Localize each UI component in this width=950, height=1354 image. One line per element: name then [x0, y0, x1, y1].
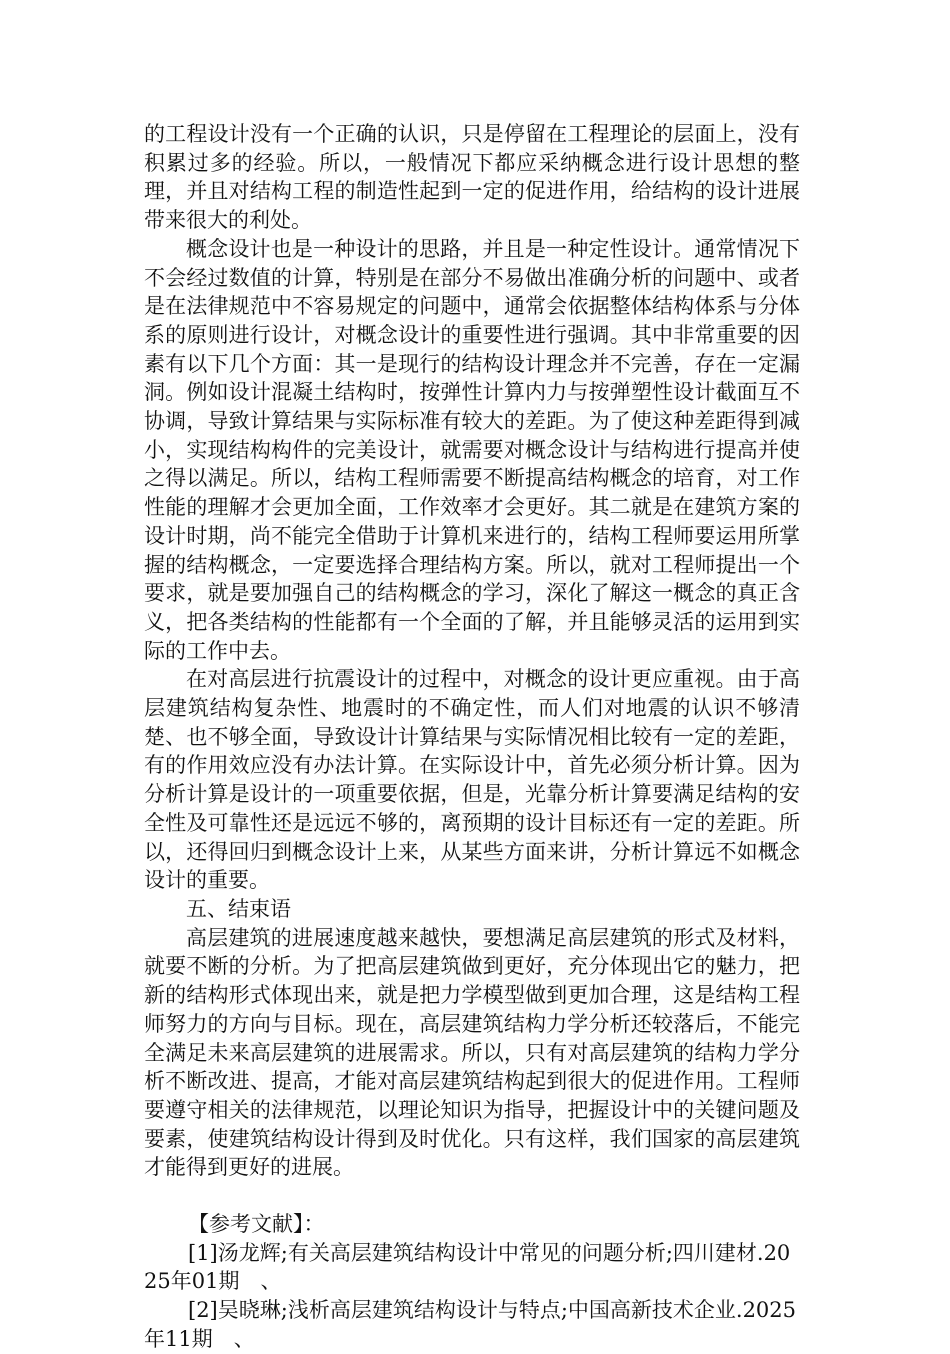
conclusion-paragraph: 高层建筑的进展速度越来越快，要想满足高层建筑的形式及材料，就要不断的分析。为了把高层建筑做到更好，充分体现出它的魅力，把新的结构形式体现出来，就是把力学模型做到更加合理，这是结构工程师努力的方向与目标。现在，高层建筑结构力学分析还较落后，不能完全满足未来高层建筑的进展需求。所以，只有对高层建筑的结构力学分析不断改进、提高，才能对高层建筑结构起到很大的促进作用。工程师要遵守相关的法律规范，以理论知识为指导，把握设计中的关键问题及要素，使建筑结构设计得到及时优化。只有这样，我们国家的高层建筑才能得到更好的进展。	[144, 925, 800, 1180]
section-heading-conclusion: 五、结束语	[186, 896, 291, 921]
document-page	[144, 120, 800, 1354]
references-title: 【参考文献】：	[188, 1212, 325, 1237]
body-paragraph-seismic-design: 在对高层进行抗震设计的过程中，对概念的设计更应重视。由于高层建筑结构复杂性、地震时的不确定性，而人们对地震的认识不够清楚、也不够全面，导致设计计算结果与实际情况相比较有一定的差距，有的作用效应没有办法计算。在实际设计中，首先必须分析计算。因为分析计算是设计的一项重要依据，但是，光靠分析计算要满足结构的安全性及可靠性还是远远不够的，离预期的设计目标还有一定的差距。所以，还得回归到概念设计上来，从某些方面来讲，分析计算远不如概念设计的重要。	[144, 667, 800, 893]
reference-item: [1]汤龙辉;有关高层建筑结构设计中常见的问题分析;四川建材.2025年01期 、	[144, 1240, 791, 1294]
body-paragraph-concept-design: 概念设计也是一种设计的思路，并且是一种定性设计。通常情况下不会经过数值的计算，特别是在部分不易做出准确分析的问题中、或者是在法律规范中不容易规定的问题中，通常会依据整体结构体系与分体系的原则进行设计，对概念设计的重要性进行强调。其中非常重要的因素有以下几个方面：其一是现行的结构设计理念并不完善，存在一定漏洞。例如设计混凝土结构时，按弹性计算内力与按弹塑性设计截面互不协调，导致计算结果与实际标准有较大的差距。为了使这种差距得到减小，实现结构构件的完美设计，就需要对概念设计与结构进行提高并使之得以满足。所以，结构工程师需要不断提高结构概念的培育，对工作性能的理解才会更加全面，工作效率才会更好。其二就是在建筑方案的设计时期，尚不能完全借助于计算机来进行的，结构工程师要运用所掌握的结构概念，一定要选择合理结构方案。所以，就对工程师提出一个要求，就是要加强自己的结构概念的学习，深化了解这一概念的真正含义，把各类结构的性能都有一个全面的了解，并且能够灵活的运用到实际的工作中去。	[144, 236, 800, 663]
references-section	[144, 1210, 800, 1354]
body-paragraph-continued: 的工程设计没有一个正确的认识，只是停留在工程理论的层面上，没有积累过多的经验。所以，一般情况下都应采纳概念进行设计思想的整理，并且对结构工程的制造性起到一定的促进作用，给结构的设计进展带来很大的利处。	[144, 122, 800, 233]
reference-item: [2]吴晓琳;浅析高层建筑结构设计与特点;中国高新技术企业.2025年11期 、	[144, 1298, 797, 1351]
